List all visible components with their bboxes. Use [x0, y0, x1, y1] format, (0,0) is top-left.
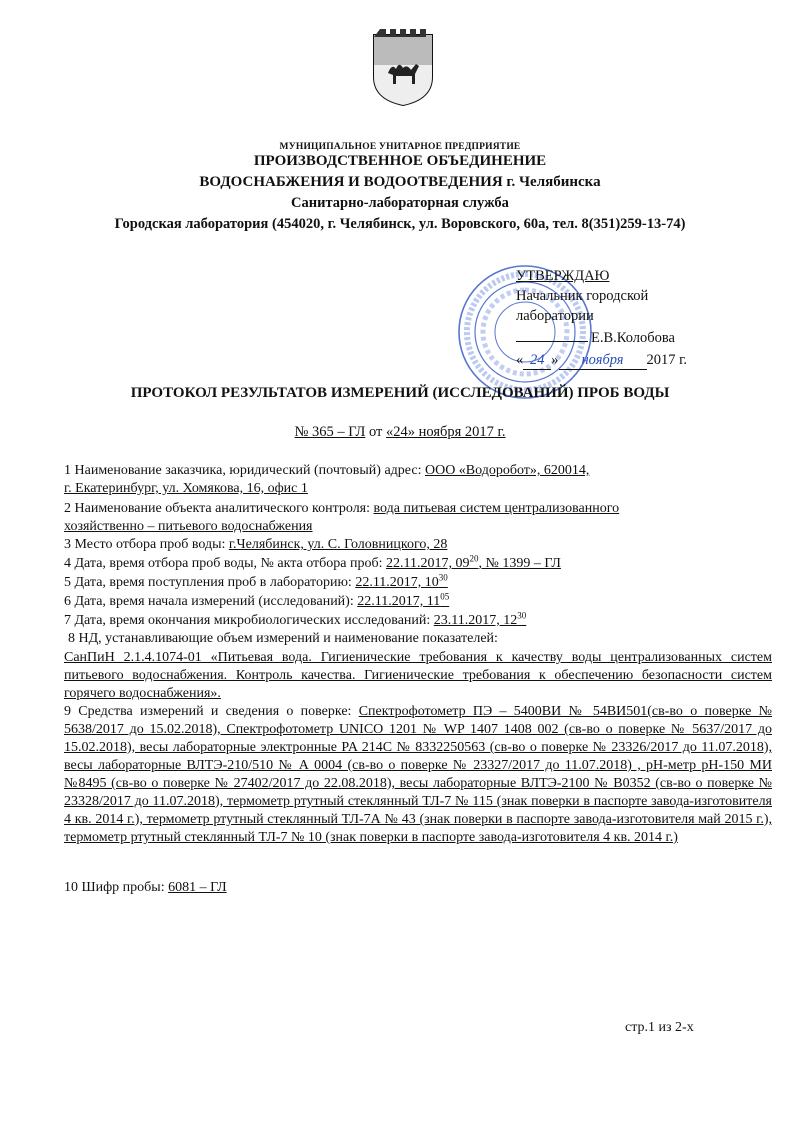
item-5-value: [355, 572, 448, 590]
item-6-date: 22.11.2017, 11: [357, 594, 441, 609]
approval-date: [516, 352, 687, 370]
protocol-number-value: № 365 – ГЛ: [294, 424, 366, 440]
item-1-value: ООО «Водоробот», 620014,: [424, 463, 590, 478]
item-9-label: 9 Средства измерений и сведения о поверке:: [64, 704, 359, 719]
item-8-value: СанПиН 2.1.4.1074-01 «Питьевая вода. Гигиенические требования к качеству воды централизованных систем питьевого водоснабжения. Контроль качества. Гигиенические требования к обеспечению безопасности систем горячего водоснабжения».: [64, 650, 772, 701]
item-4: [64, 553, 561, 572]
item-5-date: 22.11.2017, 10: [355, 575, 439, 590]
item-5: [64, 572, 448, 591]
item-1-cont: [64, 481, 308, 497]
item-10-label: 10 Шифр пробы:: [64, 880, 169, 895]
item-4-value: [386, 553, 561, 571]
item-5-label: 5 Дата, время поступления проб в лабораторию:: [64, 575, 356, 590]
protocol-date: «24» ноября 2017 г.: [385, 424, 506, 440]
org-line-3: ВОДОСНАБЖЕНИЯ И ВОДООТВЕДЕНИЯ г. Челябинска: [199, 174, 601, 190]
item-4-minutes: 20: [469, 553, 479, 564]
approver-name: Е.В.Колобова: [591, 330, 675, 346]
item-7-minutes: 30: [517, 610, 527, 621]
item-9: [64, 703, 772, 847]
approver-position-2: лаборатории: [516, 308, 594, 324]
item-3-value: г.Челябинск, ул. С. Головницкого, 28: [228, 537, 448, 552]
signature: [516, 341, 588, 342]
item-10: [64, 880, 227, 896]
item-1-value-2: г. Екатеринбург, ул. Хомякова, 16, офис 1: [64, 481, 308, 496]
item-7-label: 7 Дата, время окончания микробиологических исследований:: [64, 613, 434, 628]
item-2-cont: [64, 519, 313, 535]
item-1: [64, 463, 589, 479]
item-3-label: 3 Место отбора проб воды:: [64, 537, 229, 552]
item-1-label: 1 Наименование заказчика, юридический (почтовый) адрес:: [64, 463, 425, 478]
item-4-date: 22.11.2017, 09: [386, 556, 470, 571]
item-7-value: [433, 610, 527, 628]
approver-signature-line: [516, 330, 675, 347]
item-6-value: [357, 591, 450, 609]
approve-label: УТВЕРЖДАЮ: [516, 268, 610, 284]
approver-position: Начальник городской: [516, 288, 649, 304]
item-4-act: , № 1399 – ГЛ: [478, 556, 561, 571]
lab-address: Городская лаборатория (454020, г. Челябинск, ул. Воровского, 60а, тел. 8(351)259-13-74): [114, 216, 686, 232]
date-day: 24: [523, 352, 551, 370]
date-year: 2017 г.: [646, 352, 688, 368]
item-10-value: 6081 – ГЛ: [168, 880, 227, 895]
item-6: [64, 591, 450, 610]
item-2: [64, 501, 619, 517]
date-month: ноября: [559, 352, 647, 370]
item-7-date: 23.11.2017, 12: [433, 613, 518, 628]
item-3: [64, 537, 447, 553]
city-crest-emblem: [368, 25, 438, 107]
protocol-from-label: от: [368, 424, 383, 440]
org-line-1: МУНИЦИПАЛЬНОЕ УНИТАРНОЕ ПРЕДПРИЯТИЕ: [279, 142, 521, 152]
item-5-minutes: 30: [438, 572, 448, 583]
item-8: 8 НД, устанавливающие объем измерений и наименование показателей:: [68, 631, 498, 646]
org-line-2: ПРОИЗВОДСТВЕННОЕ ОБЪЕДИНЕНИЕ: [253, 153, 547, 169]
item-7: [64, 610, 527, 629]
item-6-label: 6 Дата, время начала измерений (исследований):: [64, 594, 358, 609]
date-open-quote: «: [516, 352, 524, 368]
service-name: Санитарно-лабораторная служба: [291, 195, 509, 211]
item-6-minutes: 05: [440, 591, 450, 602]
item-9-value: Спектрофотометр ПЭ – 5400ВИ № 54ВИ501(св-во о поверке № 5638/2017 до 15.02.2018), Спектрофотометр UNICO 1201 № WP 1407 1408 002 (св-во о поверке № 5637/2017 до 15.02.2018), весы лабораторные электронные PA 214C № 8332250563 (св-во о поверке № 23326/2017 до 11.07.2018), весы лабораторные ВЛТЭ-210/510 № А 0004 (св-во о поверке № 23327/2017 до 11.07.2018) , pH-метр pH-150 МИ №8495 (св-во о поверке № 27402/2017 до 22.08.2018), весы лабораторные ВЛТЭ-2100 № В0352 (св-во о поверке № 23328/2017 до 11.07.2018), термометр ртутный стеклянный ТЛ-7 № 115 (знак поверки в паспорте завода-изготовителя 4 кв. 2014 г.), термометр ртутный стеклянный ТЛ-7А № 43 (знак поверки в паспорте завода-изготовителя май 2015 г.), термометр ртутный стеклянный ТЛ-7 № 10 (знак поверки в паспорте завода-изготовителя 4 кв. 2014 г.): [64, 704, 772, 845]
protocol-number: [0, 424, 800, 441]
item-2-value-2: хозяйственно – питьевого водоснабжения: [64, 519, 313, 534]
item-2-value: вода питьевая систем централизованного: [373, 501, 620, 516]
document-title: ПРОТОКОЛ РЕЗУЛЬТАТОВ ИЗМЕРЕНИЙ (ИССЛЕДОВАНИЙ) ПРОБ ВОДЫ: [130, 385, 670, 401]
page-number: стр.1 из 2-х: [625, 1020, 694, 1035]
item-2-label: 2 Наименование объекта аналитического контроля:: [64, 501, 374, 516]
item-4-label: 4 Дата, время отбора проб воды, № акта отбора проб:: [64, 556, 387, 571]
date-close-quote: »: [551, 352, 559, 368]
